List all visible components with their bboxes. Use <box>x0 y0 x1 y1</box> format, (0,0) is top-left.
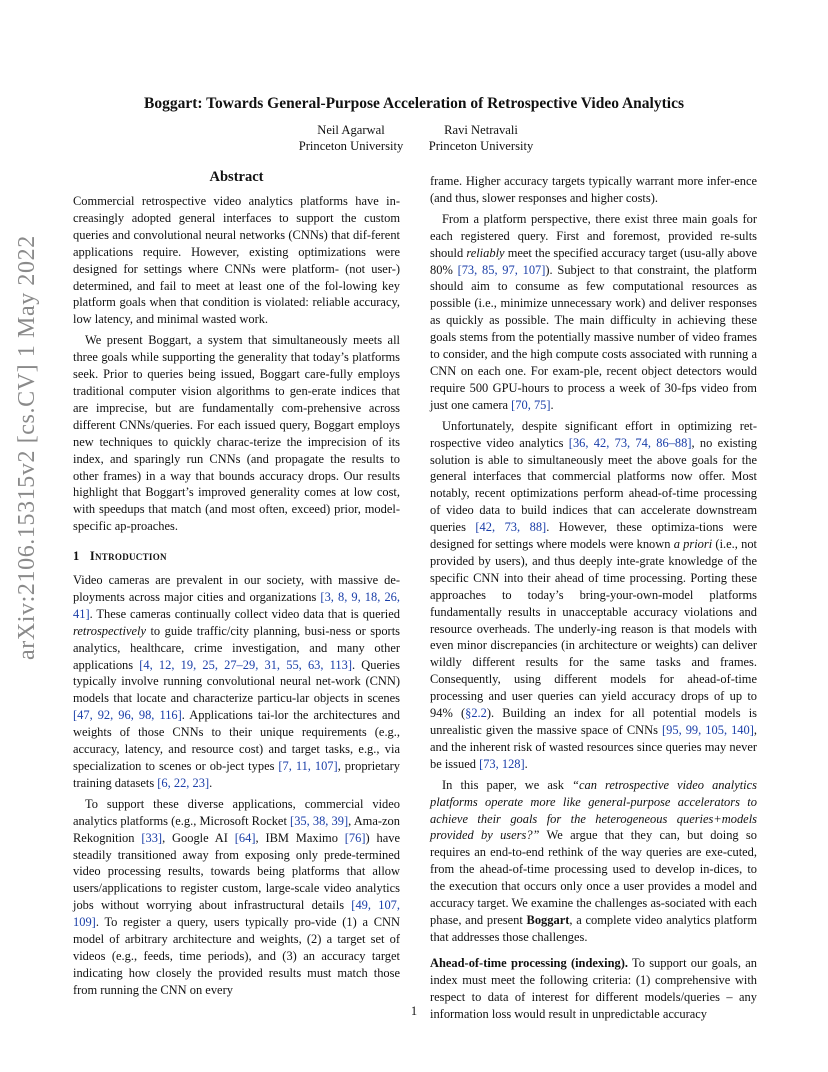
citation-link[interactable]: [3, 8, 9, 18, 26, 41] <box>73 589 400 621</box>
citation-link[interactable]: [6, 22, 23] <box>157 775 210 790</box>
citation-link[interactable]: [47, 92, 96, 98, 116] <box>73 708 182 723</box>
citation-link[interactable]: [49, 107, 109] <box>73 898 400 930</box>
body-paragraph: frame. Higher accuracy targets typically warrant more infer-ence (and thus, slower responses and higher costs). <box>430 174 757 205</box>
left-column <box>73 168 400 999</box>
body-paragraph: Video cameras are prevalent in our society, with massive de-ployments across major cities and organizations [3, 8, 9, 18, 26, 41]. These cameras continually collect video data that is queried retrospectively to guide traffic/city planning, busi-ness or sports analytics, healthcare, crime investigation, and many other applications [4, 12, 19, 25, 27–29, 31, 55, 63, 113]. Queries typically involve running convolutional neural net-work (CNN) models that locate and characterize particu-lar objects in scenes [47, 92, 96, 98, 116]. Applications tai-lor the architectures and weights of those CNNs to their unique requirements (e.g., accuracy, latency, and resource cost) and target tasks, e.g., via specialization to scenes or ob-ject types [7, 11, 107], proprietary training datasets [6, 22, 23]. <box>73 573 401 790</box>
abstract-heading: Abstract <box>209 169 264 185</box>
body-paragraph: From a platform perspective, there exist three main goals for each registered query. First and foremost, provided re-sults should reliably meet the specified accuracy target (usu-ally above 80% [73, 85, 97, 107]). Subject to that constraint, the platform should aim to consume as few computational resources as possible (i.e., minimize unnecessary work) and deliver responses as quickly as possible. The main difficulty in achieving these goals stems from the potentially massive number of video frames to consider, and the high compute costs associated with running a CNN on each one. For exam-ple, recent object detectors would require 500 GPU-hours to process a week of 30-fps video from just one camera [70, 75]. <box>430 211 758 412</box>
body-paragraph: To support these diverse applications, commercial video analytics platforms (e.g., Microsoft Rocket [35, 38, 39], Ama-zon Rekognition [33], Google AI [64], IBM Maximo [76]) have steadily transitioned away from exposing only prede-termined video processing results, towards being platforms that allow users/applications to register custom, large-scale video analytics jobs without worrying about infrastructural details [49, 107, 109]. To register a query, users typically pro-vide (1) a CNN model of arbitrary architecture and weights, (2) a target set of videos (e.g., feeds, time periods), and (3) an accuracy target indicating how closely the provided results must match those from running the CNN on every <box>73 796 400 997</box>
body-paragraph: Ahead-of-time processing (indexing). To support our goals, an index must meet the following criteria: (1) comprehensive with respect to data of interest for different models/queries – any information loss would result in unpredictable accuracy <box>430 955 758 1021</box>
author-name: Neil Agarwal <box>317 123 385 137</box>
right-column <box>430 173 757 1022</box>
author-affiliation: Princeton University <box>428 139 534 153</box>
citation-link[interactable]: [73, 128] <box>479 756 525 771</box>
body-paragraph: In this paper, we ask “can retrospective video analytics platforms operate more like general-purpose accelerators to achieve their goals for the heterogeneous queries+models provided by users?” We argue that they can, but doing so requires an end-to-end rethink of the way queries are exe-cuted, from the ahead-of-time processing used to develop in-dices, to the execution that occurs only once a user provides a model and accuracy target. We examine the challenges as-sociated with each phase, and present Boggart, a complete video analytics platform that addresses those challenges. <box>430 777 757 944</box>
section-number: 1 <box>73 549 80 564</box>
citation-link[interactable]: [33] <box>141 830 163 845</box>
author-block <box>286 122 416 154</box>
author-affiliation: Princeton University <box>298 139 404 153</box>
citation-link[interactable]: [64] <box>234 830 256 845</box>
paragraph-heading: Ahead-of-time processing (indexing). <box>430 955 628 970</box>
citation-link[interactable]: [76] <box>344 830 366 845</box>
citation-link[interactable]: [95, 99, 105, 140] <box>662 723 754 737</box>
citation-link[interactable]: [35, 38, 39] <box>290 813 349 828</box>
section-reference-link[interactable]: §2.2 <box>465 706 487 721</box>
citation-link[interactable]: [7, 11, 107] <box>278 759 338 773</box>
citation-link[interactable]: [42, 73, 88] <box>475 520 547 535</box>
citation-link[interactable]: [70, 75] <box>511 397 551 412</box>
paper-title: Boggart: Towards General-Purpose Acceleration of Retrospective Video Analytics <box>144 95 684 112</box>
abstract-paragraph: We present Boggart, a system that simultaneously meets all three goals while supporting the generality that today’s platforms seek. Prior to queries being issued, Boggart care-fully employs traditional computer vision algorithms to gen-erate indices that are imprecise, but are fundamentally com-prehensive across different CNNs/queries. For each issued query, Boggart employs new techniques to quickly charac-terize the imprecision of its index, and sparingly run CNNs (and propagate the results to other frames) in a way that bounds accuracy drops. Our results highlight that Boggart’s improved generality comes at low cost, with speedups that match (and most often, exceed) prior, model-specific ap-proaches. <box>73 333 400 534</box>
citation-link[interactable]: [36, 42, 73, 74, 86–88] <box>568 435 692 450</box>
citation-link[interactable]: [73, 85, 97, 107] <box>457 262 546 277</box>
page-number: 1 <box>410 1004 418 1018</box>
citation-link[interactable]: [4, 12, 19, 25, 27–29, 31, 55, 63, 113] <box>139 657 353 672</box>
abstract-paragraph: Commercial retrospective video analytics platforms have in-creasingly adopted general interfaces to support the custom queries and convolutional neural networks (CNNs) that dif-ferent applications require. However, existing optimizations were designed for settings where CNNs were platform- (not user-) determined, and fail to meet at least one of the fol-lowing key platform goals when that condition is violated: reliable accuracy, low latency, and minimal wasted work. <box>73 194 400 327</box>
arxiv-identifier-stamp: arXiv:2106.15315v2 [cs.CV] 1 May 2022 <box>14 235 40 660</box>
author-block <box>416 122 546 154</box>
section-heading <box>73 548 400 565</box>
body-paragraph: Unfortunately, despite significant effort in optimizing ret-rospective video analytics [36, 42, 73, 74, 86–88], no existing solution is able to simultaneously meet the above goals for the general interfaces that commercial platforms now offer. Most notably, recent optimizations perform ahead-of-time processing of video data to build indices that can accelerate downstream queries [42, 73, 88]. However, these optimiza-tions were designed for settings where models were known a priori (i.e., not provided by users), and thus deeply inte-grate knowledge of the specific CNN into their ahead of time processing. Porting these approaches to today’s bring-your-own-model platforms fundamentally results in unacceptable accuracy violations and resource overheads. The underly-ing reason is that models with even minor discrepancies (in architecture or weights) can deliver wildly different results for the same tasks and frames. Consequently, using different models for ahead-of-time processing and user queries can yield accuracy drops of up to 94% (§2.2). Building an index for all potential models is unrealistic given the massive space of CNNs [95, 99, 105, 140], and the inherent risk of wasted resources since queries may never be issued [73, 128]. <box>430 418 757 771</box>
section-title: Introduction <box>89 549 167 564</box>
author-name: Ravi Netravali <box>444 123 518 137</box>
